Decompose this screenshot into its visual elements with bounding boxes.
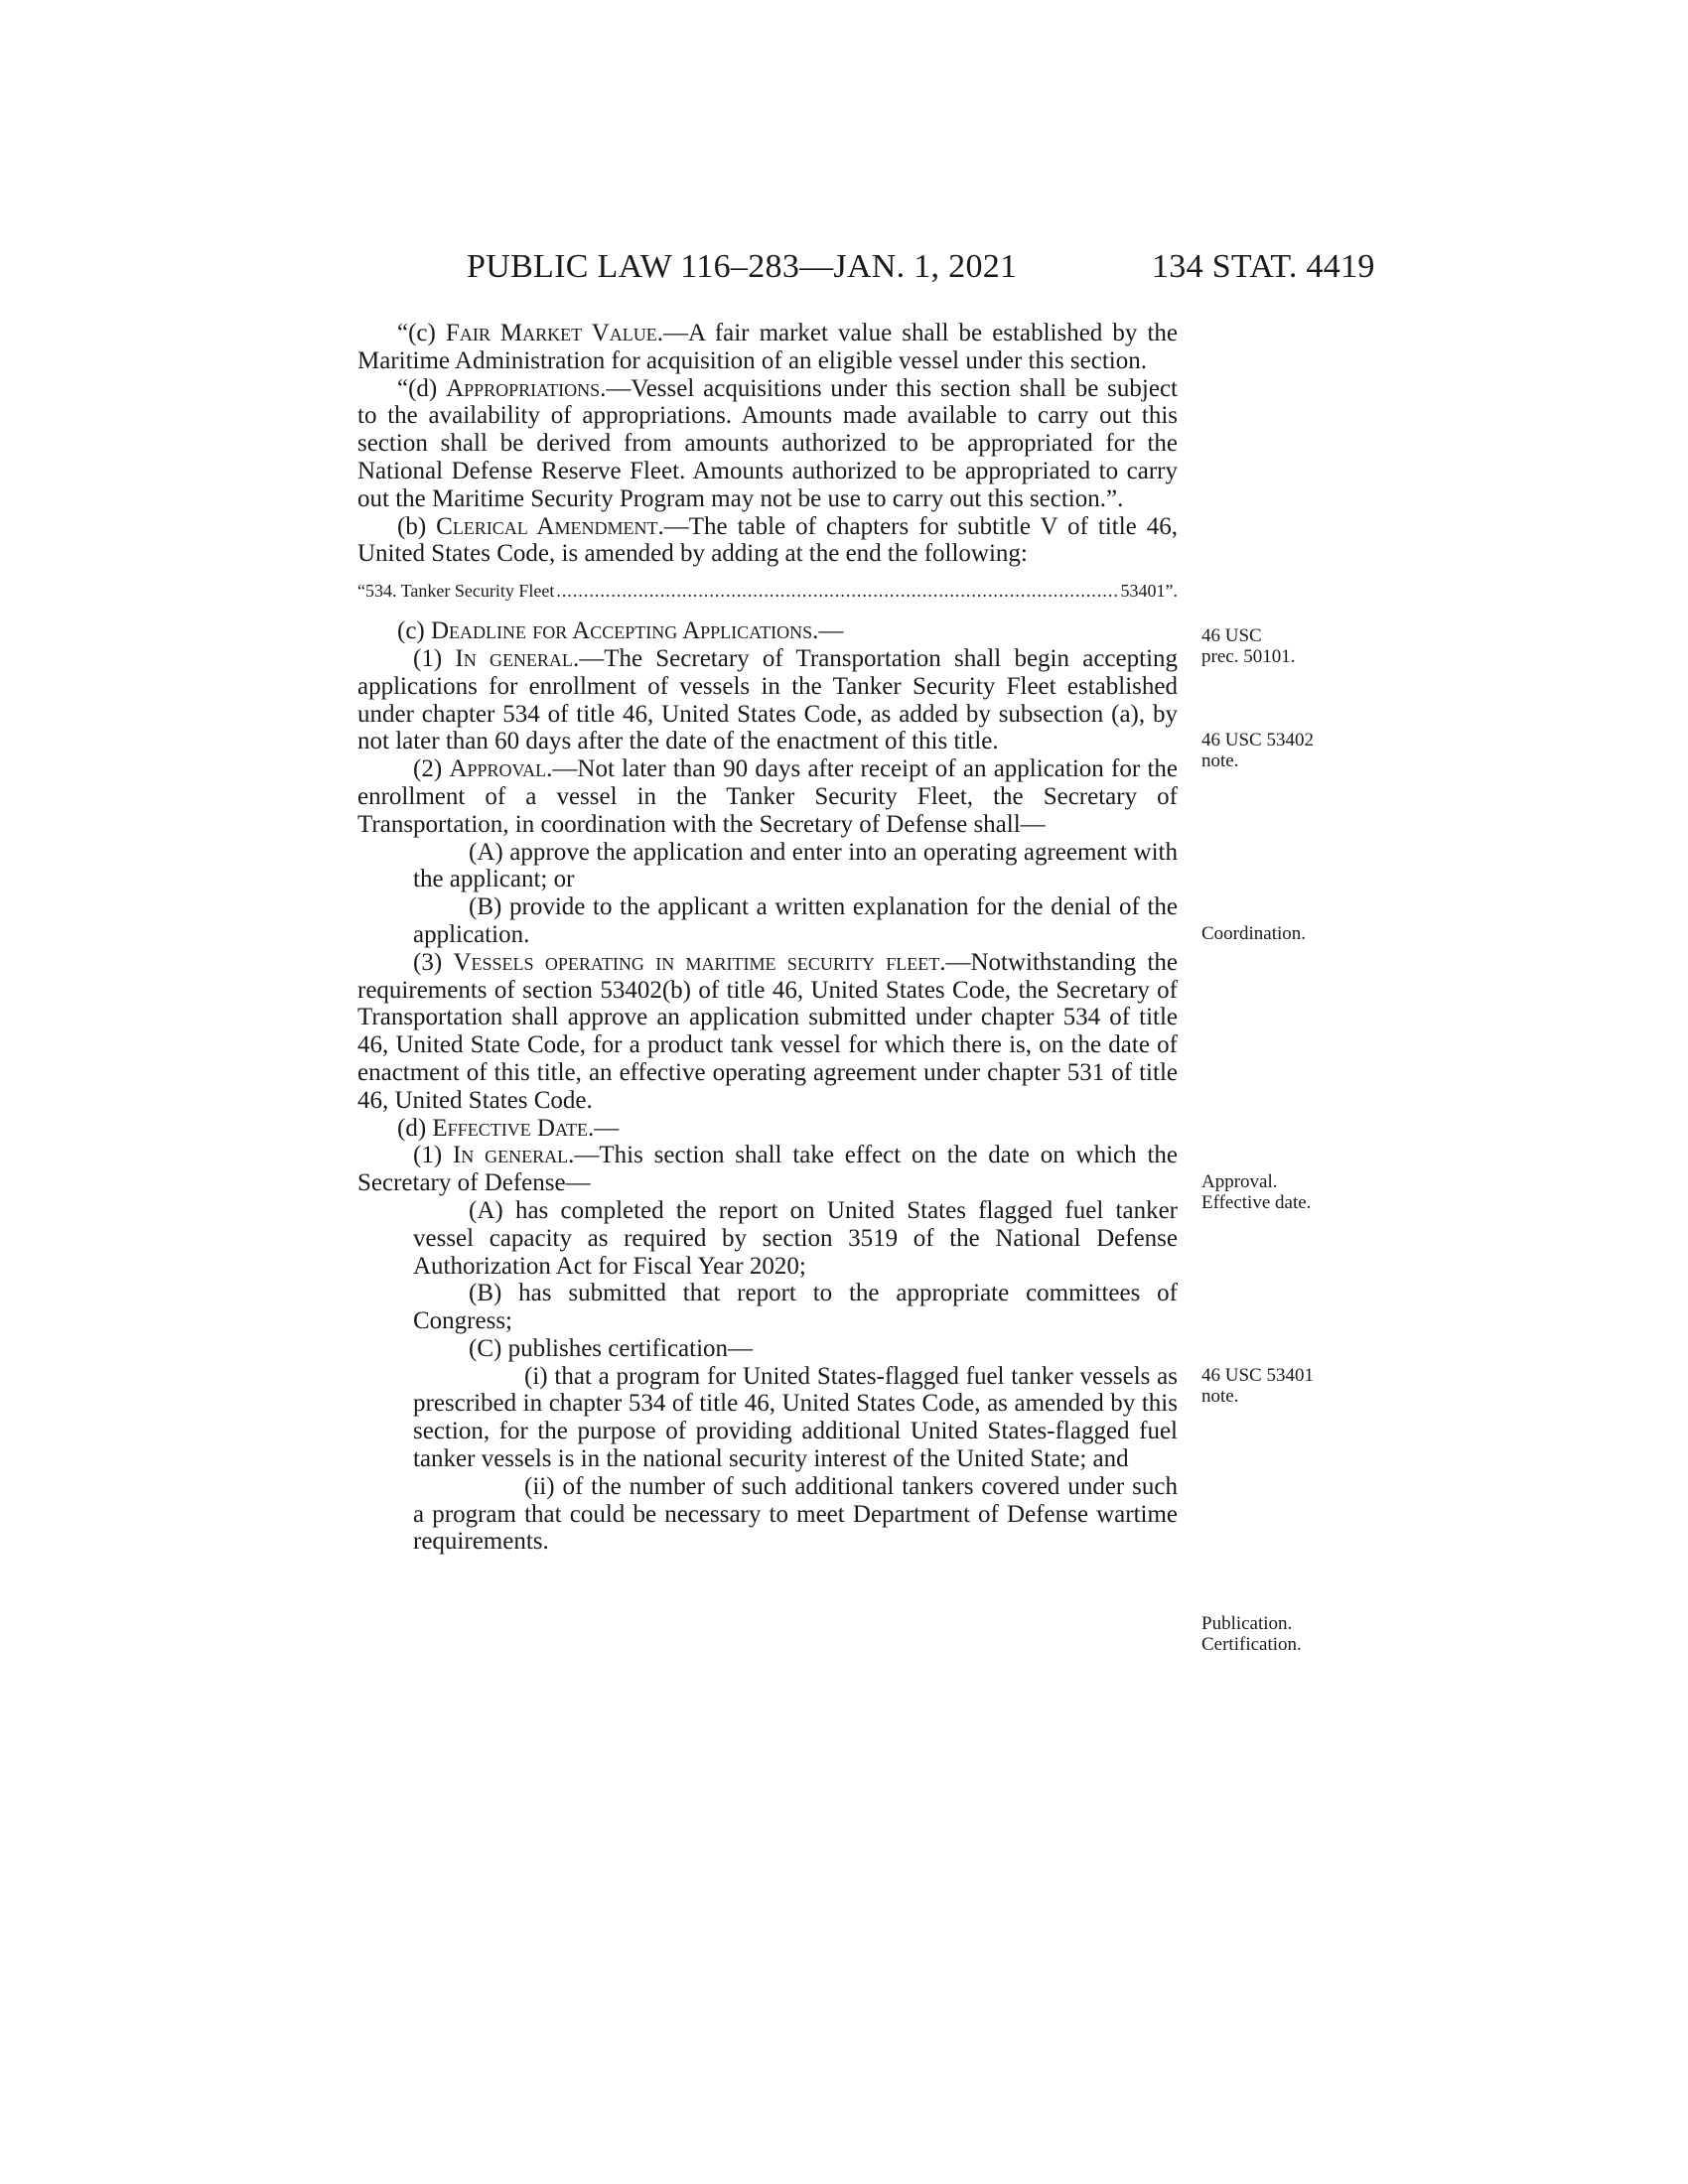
paragraph-lead: (2) bbox=[413, 755, 450, 783]
margin-note-publication-certification bbox=[1201, 1613, 1302, 1655]
paragraph-lead: “(d) bbox=[397, 374, 447, 402]
paragraph-c2-approval bbox=[357, 755, 1178, 838]
paragraph-d1-b: (B) has submitted that report to the appropriate committees of Congress; bbox=[413, 1280, 1178, 1335]
paragraph-d1-a: (A) has completed the report on United States flagged fuel tanker vessel capacity as required by section 3519 of the National Defense Authorization Act for Fiscal Year 2020; bbox=[413, 1196, 1178, 1280]
margin-note-line: 46 USC 53402 bbox=[1201, 730, 1314, 751]
paragraph-text: .—Notwithstanding the requirements of section 53402(b) of title 46, United States Code, the Secretary of Transportation shall approve an application submitted under chapter 534 of title 46, United State Code, for a product tank vessel for which there is, on the date of enactment of this title, an effective operating agreement under chapter 531 of title 46, United States Code. bbox=[357, 948, 1178, 1114]
paragraph-heading: Approval bbox=[449, 755, 547, 783]
paragraph-text: .—The table of chapters for subtitle V of title 46, United States Code, is amended by adding at the end the following: bbox=[357, 512, 1178, 568]
paragraph-heading: In general bbox=[452, 1142, 569, 1169]
margin-note-line: 46 USC bbox=[1201, 625, 1262, 646]
paragraph-heading: Appropriations bbox=[446, 374, 601, 402]
margin-note-line: Coordination. bbox=[1201, 923, 1307, 944]
paragraph-text: .—Vessel acquisitions under this section shall be subject to the availability of appropriations. Amounts made available to carry out this section shall be derived from amounts authorized to be appropriated for the National Defense Reserve Fleet. Amounts authorized to be appropriated to carry out the Maritime Security Program may not be use to carry out this section.”. bbox=[357, 374, 1178, 512]
margin-note-46-usc-53401 bbox=[1201, 1365, 1314, 1407]
margin-note-line: 46 USC 53401 bbox=[1201, 1365, 1314, 1386]
paragraph-heading: Clerical Amendment bbox=[436, 512, 658, 540]
document-body bbox=[357, 320, 1178, 1556]
toc-entry-label: “534. Tanker Security Fleet bbox=[357, 581, 555, 602]
margin-note-46-usc-53402 bbox=[1201, 730, 1314, 771]
table-of-chapters-entry bbox=[357, 580, 1178, 602]
paragraph-c-fair-market-value bbox=[357, 320, 1178, 375]
paragraph-lead: (1) bbox=[413, 644, 456, 672]
paragraph-heading: Vessels operating in maritime security fleet bbox=[453, 948, 940, 976]
paragraph-d-effective-date bbox=[357, 1115, 1178, 1143]
margin-note-coordination bbox=[1201, 923, 1306, 944]
toc-leader-dots bbox=[556, 580, 1118, 602]
margin-note-line: note. bbox=[1201, 1386, 1239, 1407]
paragraph-c2-a: (A) approve the application and enter into an operating agreement with the applicant; or bbox=[413, 838, 1178, 893]
paragraph-b-clerical-amendment bbox=[357, 513, 1178, 569]
margin-note-line: prec. 50101. bbox=[1201, 646, 1296, 667]
toc-entry-reference: 53401”. bbox=[1120, 581, 1178, 602]
margin-note-line: Effective date. bbox=[1201, 1192, 1312, 1213]
paragraph-lead: (b) bbox=[397, 512, 437, 540]
margin-note-line: Certification. bbox=[1201, 1634, 1302, 1655]
margin-note-line: note. bbox=[1201, 751, 1239, 771]
paragraph-c1-in-general bbox=[357, 645, 1178, 755]
paragraph-text: .—A fair market value shall be established by the Maritime Administration for acquisition of an eligible vessel under this section. bbox=[357, 320, 1179, 374]
paragraph-d1-c: (C) publishes certification— bbox=[469, 1334, 754, 1362]
margin-note-line: Publication. bbox=[1201, 1613, 1293, 1634]
paragraph-text: .—The Secretary of Transportation shall begin accepting applications for enrollment of vessels in the Tanker Security Fleet established under chapter 534 of title 46, United States Code, as added by subsection (a), by not later than 60 days after the date of the enactment of this title. bbox=[357, 644, 1179, 755]
paragraph-heading: In general bbox=[455, 644, 573, 672]
paragraph-lead: (3) bbox=[413, 948, 454, 976]
paragraph-c2-b: (B) provide to the applicant a written explanation for the denial of the application. bbox=[413, 893, 1178, 948]
margin-note-line: Approval. bbox=[1201, 1171, 1278, 1192]
margin-note-46-usc-prec bbox=[1201, 625, 1295, 667]
paragraph-heading: Deadline for Accepting Applications bbox=[431, 617, 813, 645]
paragraph-lead: (1) bbox=[413, 1142, 453, 1169]
margin-note-approval-effective-date bbox=[1201, 1171, 1311, 1213]
paragraph-d-appropriations bbox=[357, 375, 1178, 513]
paragraph-lead: “(c) bbox=[397, 320, 446, 346]
paragraph-text: .— bbox=[812, 617, 844, 645]
paragraph-d1-in-general bbox=[357, 1142, 1178, 1197]
page-header-stat-citation: 134 STAT. 4419 bbox=[1152, 248, 1375, 285]
paragraph-c3-vessels-operating bbox=[357, 949, 1178, 1115]
page-header-title: PUBLIC LAW 116–283—JAN. 1, 2021 bbox=[467, 248, 1018, 285]
paragraph-text: .—This section shall take effect on the date on which the Secretary of Defense— bbox=[357, 1142, 1178, 1197]
paragraph-c-deadline bbox=[357, 617, 1178, 645]
paragraph-d1-c-ii: (ii) of the number of such additional tankers covered under such a program that could be necessary to meet Department of Defense wartime requirements. bbox=[413, 1472, 1178, 1556]
paragraph-d1-c-i: (i) that a program for United States-flagged fuel tanker vessels as prescribed in chapter 534 of title 46, United States Code, as amended by this section, for the purpose of providing additional United States-flagged fuel tanker vessels is in the national security interest of the United State; and bbox=[413, 1362, 1178, 1473]
paragraph-lead: (c) bbox=[397, 617, 431, 645]
paragraph-text: .— bbox=[587, 1114, 620, 1142]
paragraph-text: .—Not later than 90 days after receipt of an application for the enrollment of a vessel in the Tanker Security Fleet, the Secretary of Transportation, in coordination with the Secretary of Defense shall— bbox=[357, 755, 1178, 838]
paragraph-heading: Effective Date bbox=[432, 1114, 588, 1142]
paragraph-lead: (d) bbox=[397, 1114, 433, 1142]
paragraph-heading: Fair Market Value bbox=[445, 320, 657, 346]
